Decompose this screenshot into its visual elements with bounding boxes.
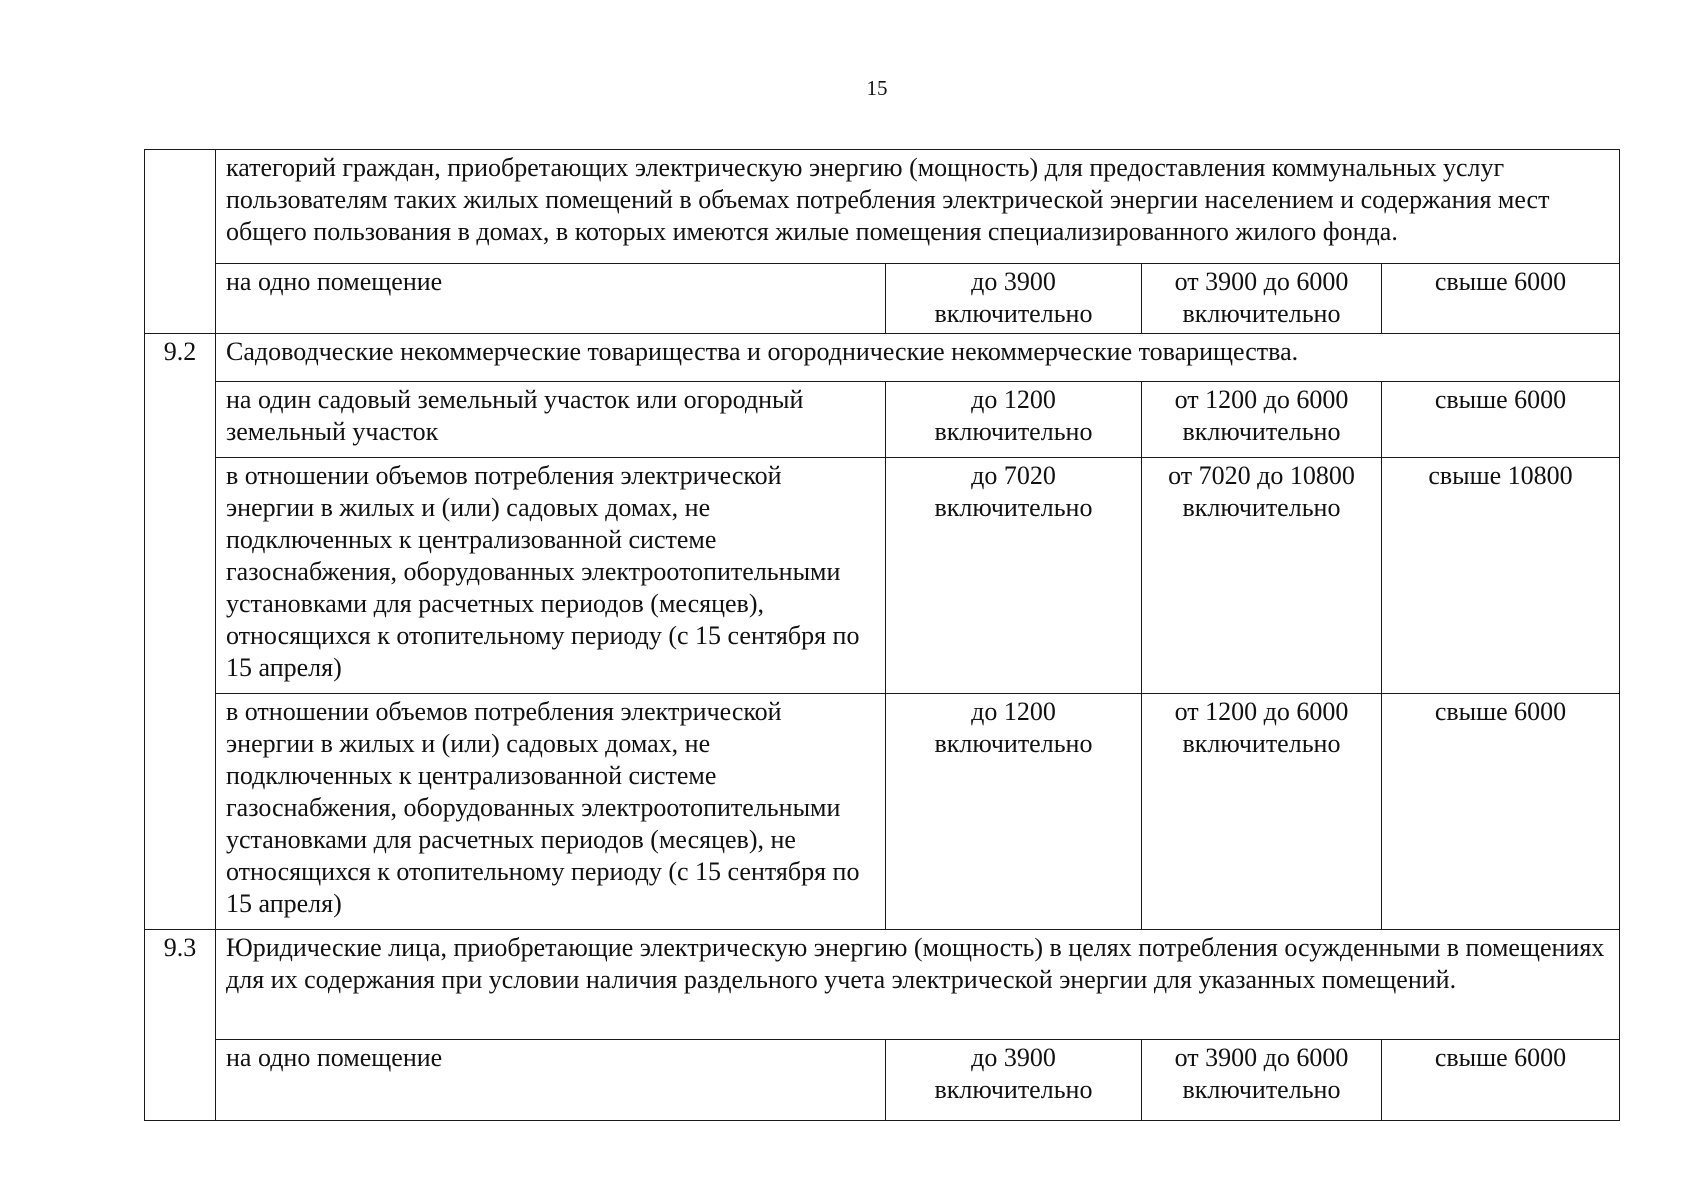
- table-row: [145, 264, 1620, 334]
- group-description-cell: [216, 150, 1620, 264]
- range-mid: от 7020 до 10800 включительно: [1168, 461, 1355, 522]
- table-row: [145, 930, 1620, 1040]
- category-label: на одно помещение: [226, 267, 443, 296]
- range-low-cell: [886, 458, 1142, 694]
- range-low-cell: [886, 694, 1142, 930]
- range-high-cell: [1382, 1040, 1620, 1121]
- range-high-cell: [1382, 264, 1620, 334]
- row-number-cell: [145, 458, 216, 694]
- range-mid-cell: [1142, 694, 1382, 930]
- page-number: 15: [866, 76, 888, 100]
- group-description-cell: [216, 334, 1620, 382]
- range-low-cell: [886, 382, 1142, 458]
- range-high: свыше 6000: [1434, 267, 1567, 296]
- category-label-cell: [216, 382, 886, 458]
- range-high-cell: [1382, 458, 1620, 694]
- row-number-cell: [145, 694, 216, 930]
- table-row: [145, 334, 1620, 382]
- group-description-cell: [216, 930, 1620, 1040]
- range-mid-cell: [1142, 1040, 1382, 1121]
- category-label-cell: [216, 458, 886, 694]
- category-label: в отношении объемов потребления электрической энергии в жилых и (или) садовых домах, не подключенных к централизованной системе газоснабжения, оборудованных электроотопительными установками для расчетных периодов (месяцев), относящихся к отопительному периоду (с 15 сентября по 15 апреля): [226, 461, 860, 682]
- group-description: Юридические лица, приобретающие электрическую энергию (мощность) в целях потребления осужденными в помещениях для их содержания при условии наличия раздельного учета электрической энергии для указанных помещений.: [226, 933, 1605, 994]
- group-description: Садоводческие некоммерческие товарищества и огороднические некоммерческие товарищества.: [226, 337, 1299, 366]
- category-label: в отношении объемов потребления электрической энергии в жилых и (или) садовых домах, не подключенных к централизованной системе газоснабжения, оборудованных электроотопительными установками для расчетных периодов (месяцев), не относящихся к отопительному периоду (с 15 сентября по 15 апреля): [226, 697, 860, 918]
- range-mid: от 1200 до 6000 включительно: [1174, 385, 1349, 446]
- category-label-cell: [216, 1040, 886, 1121]
- table-row: [145, 458, 1620, 694]
- range-low: до 3900 включительно: [934, 267, 1093, 328]
- range-mid-cell: [1142, 264, 1382, 334]
- table-row: [145, 150, 1620, 264]
- range-low: до 1200 включительно: [934, 697, 1093, 758]
- range-high-cell: [1382, 382, 1620, 458]
- row-number-cell: [145, 150, 216, 264]
- range-mid: от 3900 до 6000 включительно: [1174, 267, 1349, 328]
- row-number-cell: 9.3: [145, 930, 216, 1040]
- range-mid: от 1200 до 6000 включительно: [1174, 697, 1349, 758]
- range-mid-cell: [1142, 382, 1382, 458]
- range-low: до 3900 включительно: [934, 1043, 1093, 1104]
- row-number-cell: [145, 1040, 216, 1121]
- range-mid-cell: [1142, 458, 1382, 694]
- range-high: свыше 6000: [1434, 1043, 1567, 1072]
- category-label: на одно помещение: [226, 1043, 443, 1072]
- row-number-cell: 9.2: [145, 334, 216, 382]
- range-high: свыше 10800: [1428, 461, 1573, 490]
- range-low: до 1200 включительно: [934, 385, 1093, 446]
- category-label: на один садовый земельный участок или огородный земельный участок: [226, 385, 804, 446]
- table-row: [145, 694, 1620, 930]
- row-number-cell: [145, 382, 216, 458]
- table-row: [145, 1040, 1620, 1121]
- range-high-cell: [1382, 694, 1620, 930]
- tariff-table: [144, 149, 1620, 1121]
- range-low-cell: [886, 264, 1142, 334]
- category-label-cell: [216, 694, 886, 930]
- range-low: до 7020 включительно: [934, 461, 1093, 522]
- range-mid: от 3900 до 6000 включительно: [1174, 1043, 1349, 1104]
- range-high: свыше 6000: [1434, 385, 1567, 414]
- row-number-cell: [145, 264, 216, 334]
- category-label-cell: [216, 264, 886, 334]
- group-description: категорий граждан, приобретающих электрическую энергию (мощность) для предоставления коммунальных услуг пользователям таких жилых помещений в объемах потребления электрической энергии населением и содержания мест общего пользования в домах, в которых имеются жилые помещения специализированного жилого фонда.: [226, 153, 1550, 246]
- table-row: [145, 382, 1620, 458]
- range-high: свыше 6000: [1434, 697, 1567, 726]
- range-low-cell: [886, 1040, 1142, 1121]
